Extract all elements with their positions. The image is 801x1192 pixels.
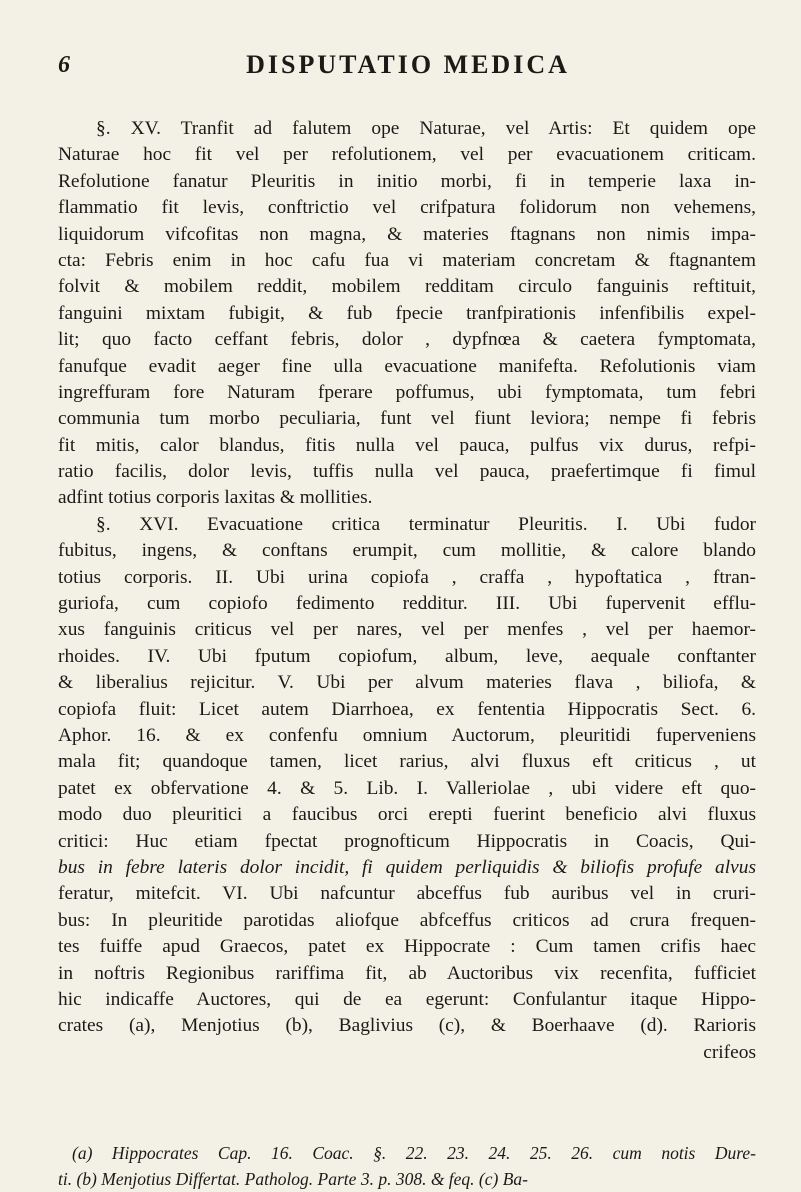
text-line: fanufque evadit aeger fine ulla evacuatione manifefta. Refolutionis viam [58,355,756,377]
text-line: crates (a), Menjotius (b), Baglivius (c), & Boerhaave (d). Rarioris [58,1015,756,1037]
text-line: flammatio fit levis, conftrictio vel crifpatura folidorum non vehemens, [58,197,756,219]
text-line: totius corporis. II. Ubi urina copiofa , craffa , hypoftatica , ftran- [58,566,756,588]
text-line: Refolutione fanatur Pleuritis in initio morbi, fi in temperie laxa in- [58,170,756,192]
text-line: lit; quo facto ceffant febris, dolor , dypfnœa & caetera fymptomata, [58,329,756,351]
text-line: liquidorum vifcofitas non magna, & materies ftagnans non nimis impa- [58,223,756,245]
main-text [58,116,756,1066]
text-line-italic: bus in febre lateris dolor incidit, fi quidem perliquidis & biliofis profufe alvus [58,856,756,878]
text-line: copiofa fluit: Licet autem Diarrhoea, ex fententia Hippocratis Sect. 6. [58,698,756,720]
text-line: ratio facilis, dolor levis, tuffis nulla vel pauca, praefertimque fi fimul [58,461,756,483]
text-line: folvit & mobilem reddit, mobilem redditam circulo fanguinis reftituit, [58,276,756,298]
text-line: ingreffuram fore Naturam fperare poffumus, ubi fymptomata, tum febri [58,381,756,403]
text-line: patet ex obfervatione 4. & 5. Lib. I. Valleriolae , ubi videre eft quo- [58,777,756,799]
footnote-line: ti. (b) Menjotius Differtat. Patholog. Parte 3. p. 308. & feq. (c) Ba- [58,1169,528,1189]
text-line: communia tum morbo peculiaria, funt vel fiunt leviora; nempe fi febris [58,408,756,430]
text-line: cta: Febris enim in hoc cafu fua vi materiam concretam & ftagnantem [58,249,756,271]
text-line: in noftris Regionibus rariffima fit, ab Auctoribus vix recenfita, fufficiet [58,962,756,984]
text-line: rhoides. IV. Ubi fputum copiofum, album, leve, aequale conftanter [58,645,756,667]
text-line: Aphor. 16. & ex confenfu omnium Auctorum, pleuritidi fuperveniens [58,724,756,746]
text-line: modo duo pleuritici a faucibus orci erepti fuerint beneficio alvi fluxus [58,804,756,826]
page-header [58,50,758,90]
text-line: mala fit; quandoque tamen, licet rarius, alvi fluxus eft criticus , ut [58,751,756,773]
text-line: bus: In pleuritide parotidas aliofque abfceffus criticos ad crura frequen- [58,909,756,931]
text-line: hic indicaffe Auctores, qui de ea egerunt: Confulantur itaque Hippo- [58,988,756,1010]
text-line: Naturae hoc fit vel per refolutionem, vel per evacuationem criticam. [58,144,756,166]
footnote-line: (a) Hippocrates Cap. 16. Coac. §. 22. 23. 24. 25. 26. cum notis Dure- [72,1143,756,1163]
running-title: DISPUTATIO MEDICA [246,50,570,79]
text-line: §. XVI. Evacuatione critica terminatur Pleuritis. I. Ubi fudor [96,513,756,535]
text-line: fanguini mixtam fubigit, & fub fpecie tranfpirationis infenfibilis expel- [58,302,756,324]
text-line: & liberalius rejicitur. V. Ubi per alvum materies flava , biliofa, & [58,672,756,694]
text-line: guriofa, cum copiofo fedimento redditur. III. Ubi fupervenit efflu- [58,593,756,615]
text-line: fit mitis, calor blandus, fitis nulla vel pauca, pulfus vix durus, refpi- [58,434,756,456]
text-line: tes fuiffe apud Graecos, patet ex Hippocrate : Cum tamen crifis haec [58,936,756,958]
text-line: xus fanguinis criticus vel per nares, vel per menfes , vel per haemor- [58,619,756,641]
text-line: fubitus, ingens, & conftans erumpit, cum mollitie, & calore blando [58,540,756,562]
footnotes [58,1140,756,1192]
text-line: critici: Huc etiam fpectat prognofticum Hippocratis in Coacis, Qui- [58,830,756,852]
page-number: 6 [58,52,70,78]
text-line: feratur, mitefcit. VI. Ubi nafcuntur abceffus fub auribus vel in cruri- [58,883,756,905]
catchword: crifeos [703,1041,756,1063]
text-line: §. XV. Tranfit ad falutem ope Naturae, vel Artis: Et quidem ope [96,118,756,139]
text-line: adfint totius corporis laxitas & mollities. [58,487,373,509]
